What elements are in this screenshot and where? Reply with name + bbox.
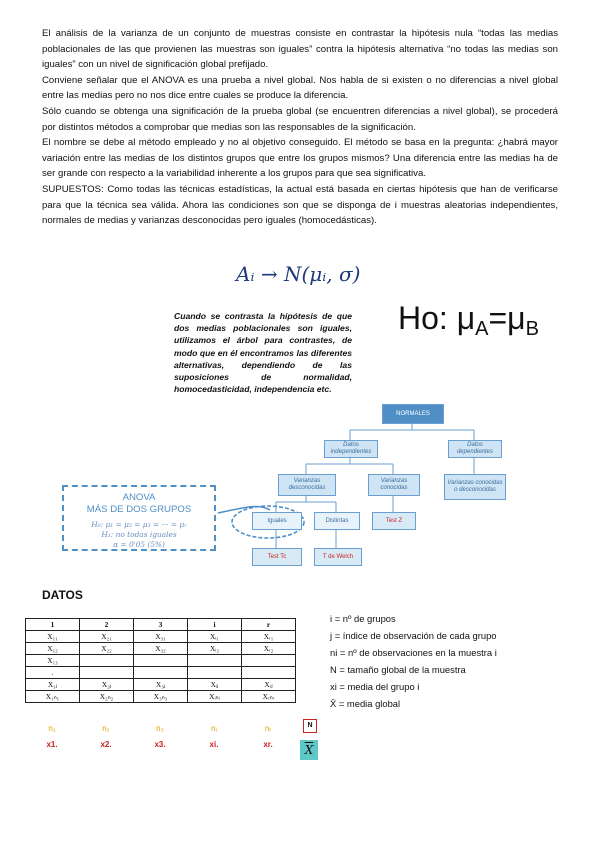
table-row: . bbox=[26, 667, 296, 679]
data-table bbox=[25, 618, 296, 703]
paragraph-2: Conviene señalar que el ANOVA es una prueba a nivel global. Nos habla de si existen o no diferencias a nivel global entre las medias pero no nos dice entre cuales se produce la diferencia. bbox=[42, 74, 558, 102]
table-header-row: 1 2 3 i r bbox=[26, 619, 296, 631]
node-distintas: Distintas bbox=[314, 512, 360, 530]
body-text bbox=[42, 26, 558, 229]
node-varianzas-conocidas-desconocidas: Varianzas conocidas o desconocidas bbox=[444, 474, 506, 500]
paragraph-5: SUPUESTOS: Como todas las técnicas estadísticas, la actual está basada en ciertas hipótesis que han de verificarse para que la técnica sea válida. Ahora las condiciones son que se disponga de i muestras aleatorias independientes, normales de medias y varianzas desconocidas pero iguales (homocedásticas). bbox=[42, 183, 558, 227]
anova-hypotheses: H₀: μ₁ = μ₂ = μ₃ = ··· = μᵣ H₁: no todas iguales α = 0'05 (5%) bbox=[91, 520, 187, 549]
node-varianzas-conocidas: Varianzas conocidas bbox=[368, 474, 420, 496]
table-row: X₁₁ X₂₁ X₃₁ Xᵢ₁ Xᵣ₁ bbox=[26, 631, 296, 643]
legend-item: ni = nº de observaciones en la muestra i bbox=[330, 647, 497, 658]
node-t-welch: T de Welch bbox=[314, 548, 362, 566]
figure-quote: Cuando se contrasta la hipótesis de que dos medias poblacionales son iguales, utilizamos el árbol para contrastes, de modo que en él encontramos las diferentes alternativas, dependiendo de las suposiciones de normalidad, homocedasticidad, independencia etc. bbox=[174, 311, 352, 395]
node-varianzas-desconocidas: Varianzas desconocidas bbox=[278, 474, 336, 496]
paragraph-1: El análisis de la varianza de un conjunto de muestras consiste en contrastar la hipótesis nula “todas las medias poblacionales de las que provienen las muestras son iguales” contra la hipótesis alternativa “no todas las medias son iguales” con un nivel de significación global prefijado. bbox=[42, 28, 558, 71]
global-mean-box: $\overline{X}$ bbox=[300, 740, 318, 760]
total-n-box: N bbox=[303, 719, 317, 733]
legend-item: i = nº de grupos bbox=[330, 613, 396, 624]
sample-size-row: n₁ n₂ n₃ nᵢ nᵣ bbox=[48, 724, 272, 733]
notation-legend bbox=[330, 610, 497, 712]
legend-item: xi = media del grupo i bbox=[330, 681, 420, 692]
contrast-tree-figure bbox=[160, 300, 570, 580]
node-datos-dependientes: Datos dependientes bbox=[448, 440, 502, 458]
table-row: X₁ⱼ X₂ⱼ X₃ⱼ Xᵢⱼ Xᵣⱼ bbox=[26, 679, 296, 691]
table-row: X₁₃ bbox=[26, 655, 296, 667]
node-test-tc: Test Tc bbox=[252, 548, 302, 566]
anova-box bbox=[62, 485, 216, 551]
node-test-z: Test Z bbox=[372, 512, 416, 530]
table-row: X₁₂ X₂₂ X₃₂ Xᵢ₂ Xᵣ₂ bbox=[26, 643, 296, 655]
group-mean-row: x1. x2. x3. xi. xr. bbox=[46, 740, 273, 749]
paragraph-4: El nombre se debe al método empleado y no al objetivo conseguido. El método se basa en la pregunta: ¿habrá mayor variación entre las medias de los distintos grupos que entre los grupos mismos? Una diferencia entre las medias ha de ser grande con respecto a la variabilidad inherente a los grupos para que sea significativa. bbox=[42, 137, 558, 180]
paragraph-3: Sólo cuando se obtenga una significación de la prueba global (se encuentren diferencias a nivel global), se procederá por distintos métodos a comprobar que medias son las responsables de la significación. bbox=[42, 105, 558, 133]
node-normales: NORMALES bbox=[382, 404, 444, 424]
null-hypothesis-title: Ho: $\mu_A=\mu_B$ bbox=[398, 300, 539, 340]
normal-formula: Aᵢ → N(μᵢ, σ) bbox=[236, 262, 361, 286]
table-row: X₁ₙ₁ X₂ₙ₂ X₃ₙ₃ Xᵢₙᵢ Xᵣₙᵣ bbox=[26, 691, 296, 703]
legend-item: N = tamaño global de la muestra bbox=[330, 664, 466, 675]
node-datos-independientes: Datos independientes bbox=[324, 440, 378, 458]
datos-title: DATOS bbox=[42, 588, 83, 602]
node-iguales: Iguales bbox=[252, 512, 302, 530]
legend-item: j = índice de observación de cada grupo bbox=[330, 630, 497, 641]
legend-item: X̄ = media global bbox=[330, 698, 401, 709]
anova-title: ANOVA MÁS DE DOS GRUPOS bbox=[86, 492, 192, 515]
